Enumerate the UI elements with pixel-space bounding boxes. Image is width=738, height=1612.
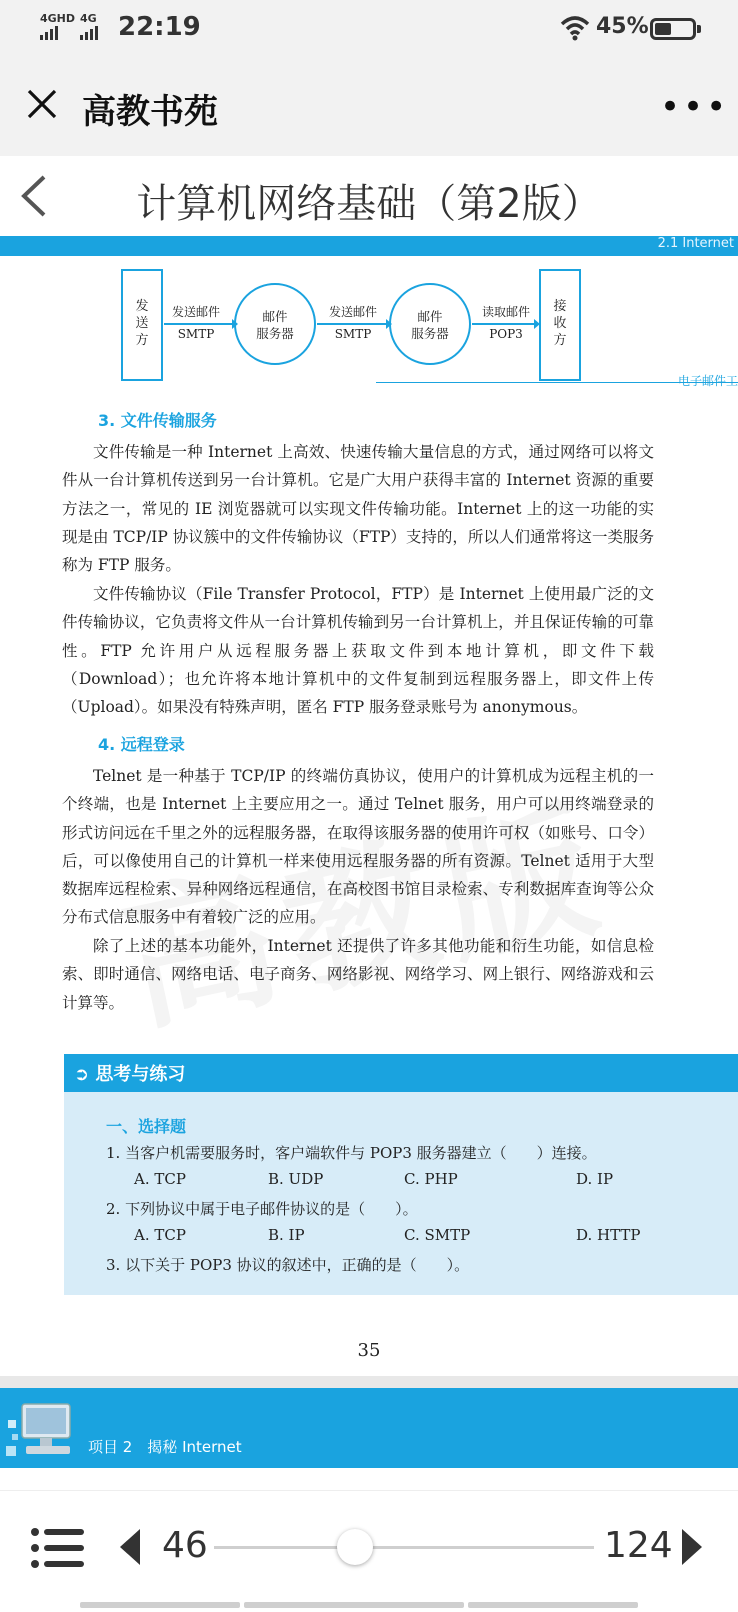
more-icon[interactable]: ••• [660, 87, 730, 127]
diagram-arrow-3-proto: POP3 [489, 327, 523, 341]
diagram-server-1: 邮件服务器 [256, 309, 294, 341]
diagram-receiver: 接收方 [553, 299, 567, 348]
diagram-sender: 发送方 [135, 299, 149, 348]
q1-option-b: B. UDP [268, 1170, 324, 1188]
page-divider [0, 1376, 738, 1388]
computer-illustration-icon [4, 1390, 80, 1466]
diagram-caption: 电子邮件工 [677, 374, 738, 388]
exercise-icon: ➲ [74, 1064, 96, 1085]
section-3-paragraph-2: 文件传输协议（File Transfer Protocol，FTP）是 Internet 上使用最广泛的文件传输协议，它负责将文件从一台计算机传输到另一台计算机上，并且保证传输的可靠性。FTP 允许用户从远程服务器上获取文件到本地计算机，即文件下载（Download）；也允许将本地计算机中的文件复制到远程服务器上，即文件上传（Upload）。如果没有特殊声明，匿名 FTP 服务登录账号为 anonymous。 [62, 585, 654, 717]
signal-bars-icon [80, 26, 100, 40]
close-icon[interactable] [26, 88, 58, 120]
section-4-paragraph-2: 除了上述的基本功能外，Internet 还提供了许多其他功能和衍生功能，如信息检索、即时通信、网络电话、电子商务、网络影视、网络学习、网上银行、网络游戏和云计算等。 [62, 937, 654, 1012]
book-title: 计算机网络基础（第2版） [136, 181, 602, 227]
q2-option-d: D. HTTP [576, 1226, 641, 1244]
diagram-arrow-3: 读取邮件 [481, 305, 531, 319]
exercise-header [64, 1054, 738, 1092]
previous-chapter-icon[interactable] [118, 1527, 142, 1567]
q2-option-b: B. IP [268, 1226, 305, 1244]
diagram-arrow-2: 发送邮件 [328, 305, 378, 319]
question-3: 3. 以下关于 POP3 协议的叙述中，正确的是（ ）。 [106, 1256, 470, 1274]
signal-bars-icon [40, 26, 75, 40]
email-flow-diagram [120, 266, 600, 386]
section-4-title: 4. 远程登录 [98, 735, 185, 754]
exercise-subheader: 一、选择题 [106, 1117, 187, 1136]
total-page-count: 124 [604, 1525, 673, 1566]
question-1: 1. 当客户机需要服务时，客户端软件与 POP3 服务器建立（ ）连接。 [106, 1144, 597, 1162]
page-number: 35 [357, 1340, 381, 1361]
page-header-band [0, 236, 738, 256]
battery-icon [650, 18, 696, 40]
clock: 22:19 [118, 12, 201, 42]
q1-option-d: D. IP [576, 1170, 614, 1188]
battery-fill [655, 23, 671, 35]
battery-percent: 45% [596, 14, 649, 39]
diagram-arrow-1: 发送邮件 [171, 305, 221, 319]
reader-bottom-bar [0, 1490, 738, 1600]
diagram-arrow-1-proto: SMTP [177, 327, 215, 341]
app-title: 高教书苑 [82, 92, 218, 132]
signal-label-2: 4G [80, 12, 97, 25]
diagram-server-2: 邮件服务器 [411, 309, 449, 341]
current-page-number: 46 [162, 1525, 208, 1566]
next-chapter-icon[interactable] [680, 1527, 704, 1567]
section-3-title: 3. 文件传输服务 [98, 411, 217, 430]
exercise-title: 思考与练习 [95, 1064, 186, 1085]
exercise-body [64, 1092, 738, 1295]
signal-4g [80, 14, 100, 40]
q1-option-c: C. PHP [404, 1170, 458, 1188]
status-bar [0, 0, 738, 58]
page-header-tag: 2.1 Internet [657, 236, 734, 251]
diagram-arrow-2-proto: SMTP [334, 327, 372, 341]
wifi-icon [560, 14, 590, 42]
next-page-header [0, 1388, 738, 1468]
book-title-bar [0, 156, 738, 236]
table-of-contents-icon[interactable] [30, 1527, 86, 1569]
q2-option-a: A. TCP [134, 1226, 186, 1244]
page-slider-thumb[interactable] [337, 1529, 373, 1565]
q1-option-a: A. TCP [134, 1170, 186, 1188]
signal-4ghd [40, 14, 75, 40]
q2-option-c: C. SMTP [404, 1226, 471, 1244]
section-3-paragraph-1: 文件传输是一种 Internet 上高效、快速传输大量信息的方式，通过网络可以将文件从一台计算机传送到另一台计算机。它是广大用户获得丰富的 Internet 资源的重要方法之一，常见的 IE 浏览器就可以实现文件传输功能。Internet 上的这一功能的实现是由 TCP/IP 协议簇中的文件传输协议（FTP）支持的，所以人们通常将这一类服务称为 FTP 服务。 [62, 443, 654, 575]
question-2: 2. 下列协议中属于电子邮件协议的是（ ）。 [106, 1200, 418, 1218]
section-4-paragraph-1: Telnet 是一种基于 TCP/IP 的终端仿真协议，使用户的计算机成为远程主机的一个终端，也是 Internet 上主要应用之一。通过 Telnet 服务，用户可以用终端登录的形式访问远在千里之外的远程服务器，在取得该服务器的使用许可权（如账号、口令）后，可以像使用自己的计算机一样来使用远程服务器的所有资源。Telnet 适用于大型数据库远程检索、异种网络远程通信，在高校图书馆目录检索、专利数据库查询等公众分布式信息服务中有着较广泛的应用。 [62, 767, 654, 927]
signal-label-1: 4GHD [40, 12, 76, 25]
battery-nub [697, 25, 701, 33]
page-slider-track[interactable] [214, 1546, 594, 1549]
next-page-project-label: 项目 2 揭秘 Internet [88, 1438, 242, 1456]
app-bar [0, 58, 738, 156]
